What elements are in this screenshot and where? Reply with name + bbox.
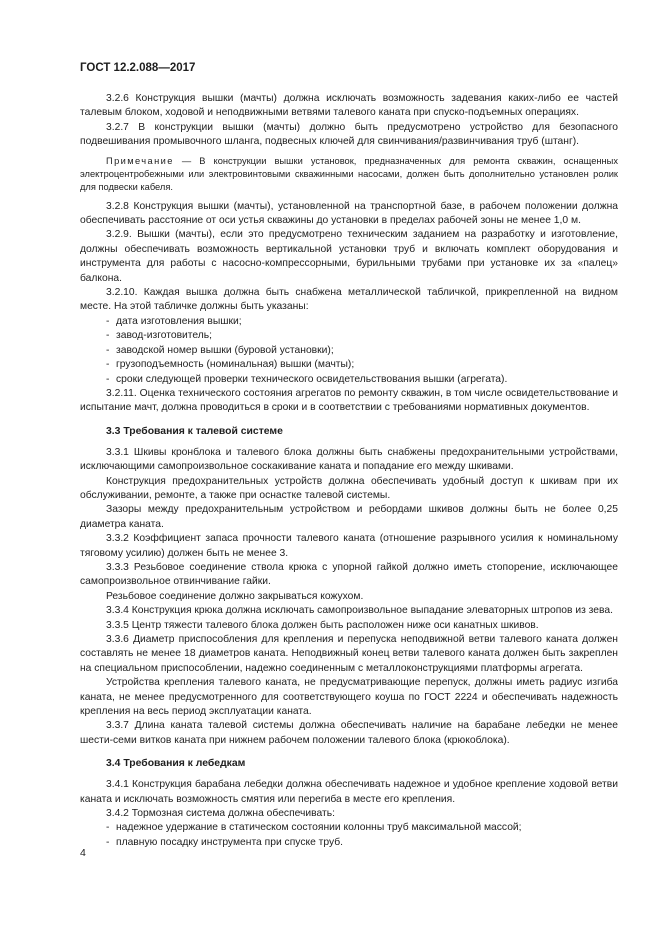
- list-item: - грузоподъемность (номинальная) вышки (мачты);: [106, 358, 618, 372]
- page-number: 4: [80, 847, 86, 859]
- paragraph-3-4-1: 3.4.1 Конструкция барабана лебедки должна обеспечивать надежное и удобное крепление ходовой ветви каната и исключать возможность смятия или перегиба в месте его крепления.: [80, 779, 618, 805]
- paragraph-3-3-7: 3.3.7 Длина каната талевой системы должна обеспечивать наличие на барабане лебедки не менее шести-семи витков каната при нижнем рабочем положении талевого блока (крюкоблока).: [80, 720, 618, 746]
- paragraph-3-3-3-b: Резьбовое соединение должно закрываться кожухом.: [106, 590, 364, 602]
- brake-list: [80, 821, 618, 850]
- paragraph-3-2-11: 3.2.11. Оценка технического состояния агрегатов по ремонту скважин, в том числе освидетельствование и испытание мачт, должна проводиться в сроки и в соответствии с требованиями нормативных документов.: [80, 387, 618, 414]
- section-heading-3-4: 3.4 Требования к лебедкам: [106, 758, 246, 770]
- paragraph-3-2-7: 3.2.7 В конструкции вышки (мачты) должно быть предусмотрено устройство для безопасного подвешивания промывочного шланга, подвесных ключей для свинчивания/развинчивания труб (штанг).: [80, 121, 618, 148]
- paragraph-3-3-6: 3.3.6 Диаметр приспособления для крепления и перепуска неподвижной ветви талевого каната должен составлять не менее 18 диаметров каната. Неподвижный конец ветви талевого каната должен быть закреплен на специальном приспособлении, надежно соединенным с металлоконструкциями платформы агрегата.: [80, 634, 618, 674]
- plate-list: [80, 315, 618, 387]
- list-item: - плавную посадку инструмента при спуске труб.: [106, 836, 618, 850]
- list-item: - дата изготовления вышки;: [106, 315, 618, 329]
- list-item: - заводской номер вышки (буровой установки);: [106, 344, 618, 358]
- paragraph-3-3-2: 3.3.2 Коэффициент запаса прочности талевого каната (отношение разрывного усилия к номинальному тяговому усилию) должен быть не менее 3.: [80, 533, 618, 559]
- note: [80, 155, 618, 194]
- document-header: ГОСТ 12.2.088—2017: [80, 62, 196, 74]
- note-text: — В конструкции вышки установок, предназначенных для ремонта скважин, оснащенных электроцентробежными или электровинтовыми скважинными насосами, должен быть дополнительно установлен ролик для подвески кабеля.: [80, 155, 618, 192]
- paragraph-3-3-1: 3.3.1 Шкивы кронблока и талевого блока должны быть снабжены предохранительными устройствами, исключающими самопроизвольное соскакивание каната и попадание его между шкивами.: [80, 446, 618, 473]
- paragraph-3-2-10: 3.2.10. Каждая вышка должна быть снабжена металлической табличкой, прикрепленной на видном месте. На этой табличке должны быть указаны:: [80, 287, 618, 313]
- note-label: Примечание: [106, 155, 174, 166]
- paragraph-3-3-5: 3.3.5 Центр тяжести талевого блока должен быть расположен ниже оси канатных шкивов.: [106, 619, 539, 631]
- list-item: - надежное удержание в статическом состоянии колонны труб максимальной массой;: [106, 821, 618, 835]
- paragraph-3-3-6-b: Устройства крепления талевого каната, не предусматривающие перепуск, должны иметь радиус изгиба каната, не менее предусмотренного для соответствующего коуша по ГОСТ 2224 и обеспечивать надежность крепления на весь период эксплуатации каната.: [80, 677, 618, 718]
- document-body: [80, 92, 618, 850]
- list-item: - сроки следующей проверки технического освидетельствования вышки (агрегата).: [106, 373, 618, 387]
- paragraph-3-4-2: 3.4.2 Тормозная система должна обеспечивать:: [106, 808, 335, 820]
- paragraph-3-3-1-b: Конструкция предохранительных устройств должна обеспечивать удобный доступ к шкивам при их обслуживании, ремонте, а также при оснастке талевой системы.: [80, 475, 618, 501]
- section-heading-3-3: 3.3 Требования к талевой системе: [106, 425, 283, 437]
- paragraph-3-2-9: 3.2.9. Вышки (мачты), если это предусмотрено техническим заданием на разработку и изготовление, должны обеспечивать возможность вертикальной установки труб и включать комплект оборудования и инструмента для работы с насосно-компрессорными, бурильными трубами при установке их за «палец» балкона.: [80, 229, 618, 284]
- paragraph-3-2-6: 3.2.6 Конструкция вышки (мачты) должна исключать возможность задевания каких-либо ее частей талевым блоком, ходовой и неподвижными ветвями талевого каната при спуско-подъемных операциях.: [80, 93, 618, 119]
- paragraph-3-3-1-c: Зазоры между предохранительным устройством и ребордами шкивов должны быть не более 0,25 диаметра каната.: [80, 504, 618, 530]
- paragraph-3-3-4: 3.3.4 Конструкция крюка должна исключать самопроизвольное выпадание элеваторных штропов из зева.: [106, 605, 613, 617]
- list-item: - завод-изготовитель;: [106, 329, 618, 343]
- paragraph-3-2-8: 3.2.8 Конструкция вышки (мачты), установленной на транспортной базе, в рабочем положении должна обеспечивать расстояние от оси устья скважины до установки в пределах рабочей зоны не менее 1,0 м.: [80, 200, 618, 227]
- paragraph-3-3-3: 3.3.3 Резьбовое соединение ствола крюка с упорной гайкой должно иметь стопорение, исключающее самопроизвольное отвинчивание гайки.: [80, 561, 618, 588]
